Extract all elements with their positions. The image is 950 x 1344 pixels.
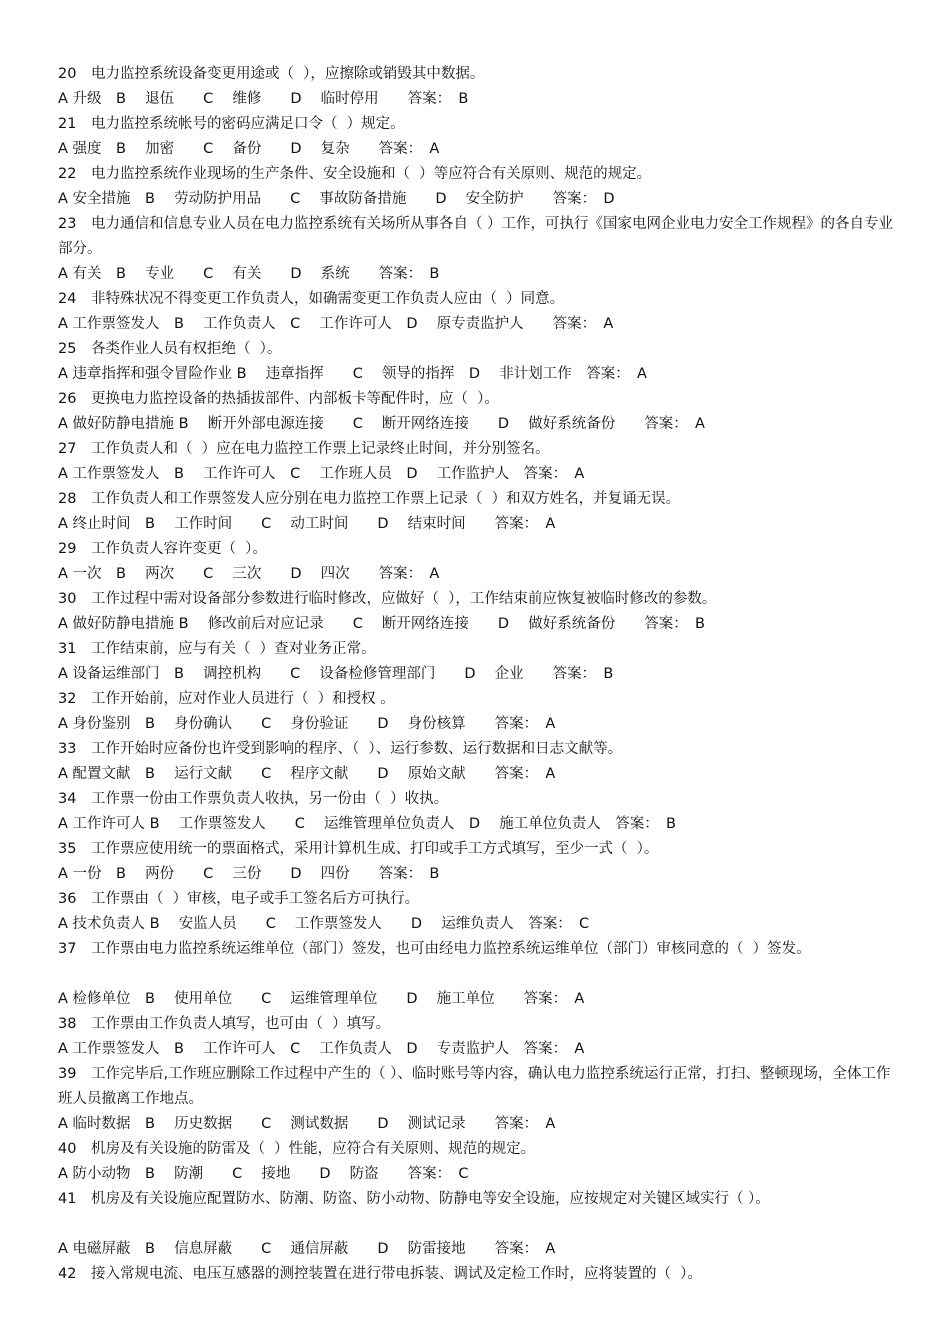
- question-text: 24 非特殊状况不得变更工作负责人，如确需变更工作负责人应由（ ）同意。: [58, 291, 565, 307]
- answer-options: A 终止时间 B 工作时间 C 动工时间 D 结束时间 答案： A: [58, 516, 556, 532]
- answer-options: A 工作票签发人 B 工作许可人 C 工作班人员 D 工作监护人 答案： A: [58, 466, 585, 482]
- answer-options: A 配置文献 B 运行文献 C 程序文献 D 原始文献 答案： A: [58, 766, 556, 782]
- question-text: 39 工作完毕后,工作班应删除工作过程中产生的（ ）、临时账号等内容，确认电力监控系统运行正常，打扫、整顿现场，全体工作班人员撤离工作地点。: [58, 1066, 891, 1107]
- question-text: 35 工作票应使用统一的票面格式，采用计算机生成、打印或手工方式填写，至少一式（ ）。: [58, 841, 659, 857]
- question-text: 33 工作开始时应备份也许受到影响的程序、（ ）、运行参数、运行数据和日志文献等。: [58, 741, 623, 757]
- question-text: 40 机房及有关设施的防雷及（ ）性能，应符合有关原则、规范的规定。: [58, 1141, 536, 1157]
- question-text: 34 工作票一份由工作票负责人收执，另一份由（ ）收执。: [58, 791, 449, 807]
- question-text: 38 工作票由工作负责人填写，也可由（ ）填写。: [58, 1016, 391, 1032]
- answer-options: A 临时数据 B 历史数据 C 测试数据 D 测试记录 答案： A: [58, 1116, 556, 1132]
- answer-options: A 做好防静电措施 B 断开外部电源连接 C 断开网络连接 D 做好系统备份 答案： A: [58, 416, 705, 432]
- question-text: 21 电力监控系统帐号的密码应满足口令（ ）规定。: [58, 116, 405, 132]
- question-text: 22 电力监控系统作业现场的生产条件、安全设施和（ ）等应符合有关原则、规范的规定。: [58, 166, 652, 182]
- answer-options: A 强度 B 加密 C 备份 D 复杂 答案： A: [58, 141, 440, 157]
- answer-options: A 安全措施 B 劳动防护用品 C 事故防备措施 D 安全防护 答案： D: [58, 191, 615, 207]
- answer-options: A 防小动物 B 防潮 C 接地 D 防盗 答案： C: [58, 1166, 469, 1182]
- question-text: 25 各类作业人员有权拒绝（ ）。: [58, 341, 282, 357]
- answer-options: A 一份 B 两份 C 三份 D 四份 答案： B: [58, 866, 440, 882]
- question-text: 28 工作负责人和工作票签发人应分别在电力监控工作票上记录（ ）和双方姓名，并复诵无误。: [58, 491, 681, 507]
- answer-options: A 工作许可人 B 工作票签发人 C 运维管理单位负责人 D 施工单位负责人 答案： B: [58, 816, 676, 832]
- question-text: 32 工作开始前，应对作业人员进行（ ）和授权 。: [58, 691, 395, 707]
- question-text: 31 工作结束前，应与有关（ ）查对业务正常。: [58, 641, 376, 657]
- question-text: 42 接入常规电流、电压互感器的测控装置在进行带电拆装、调试及定检工作时，应将装置的（ ）。: [58, 1266, 702, 1282]
- answer-options: A 违章指挥和强令冒险作业 B 违章指挥 C 领导的指挥 D 非计划工作 答案： A: [58, 366, 647, 382]
- question-text: 29 工作负责人容许变更（ ）。: [58, 541, 267, 557]
- question-text: 30 工作过程中需对设备部分参数进行临时修改，应做好（ ），工作结束前应恢复被临时修改的参数。: [58, 591, 717, 607]
- question-text: 20 电力监控系统设备变更用途或（ ），应擦除或销毁其中数据。: [58, 66, 485, 82]
- answer-options: A 工作票签发人 B 工作许可人 C 工作负责人 D 专责监护人 答案： A: [58, 1041, 585, 1057]
- question-text: 23 电力通信和信息专业人员在电力监控系统有关场所从事各自（ ）工作，可执行《国家电网企业电力安全工作规程》的各自专业部分。: [58, 216, 894, 257]
- answer-options: A 设备运维部门 B 调控机构 C 设备检修管理部门 D 企业 答案： B: [58, 666, 614, 682]
- answer-options: A 身份鉴别 B 身份确认 C 身份验证 D 身份核算 答案： A: [58, 716, 556, 732]
- answer-options: A 有关 B 专业 C 有关 D 系统 答案： B: [58, 266, 440, 282]
- answer-options: A 做好防静电措施 B 修改前后对应记录 C 断开网络连接 D 做好系统备份 答案： B: [58, 616, 705, 632]
- answer-options: A 检修单位 B 使用单位 C 运维管理单位 D 施工单位 答案： A: [58, 991, 585, 1007]
- answer-options: A 电磁屏蔽 B 信息屏蔽 C 通信屏蔽 D 防雷接地 答案： A: [58, 1241, 556, 1257]
- answer-options: A 技术负责人 B 安监人员 C 工作票签发人 D 运维负责人 答案： C: [58, 916, 590, 932]
- question-text: 26 更换电力监控设备的热插拔部件、内部板卡等配件时，应（ ）。: [58, 391, 499, 407]
- answer-options: A 工作票签发人 B 工作负责人 C 工作许可人 D 原专责监护人 答案： A: [58, 316, 614, 332]
- question-text: 27 工作负责人和（ ）应在电力监控工作票上记录终止时间，并分别签名。: [58, 441, 550, 457]
- answer-options: A 升级 B 退伍 C 维修 D 临时停用 答案： B: [58, 91, 469, 107]
- question-text: 41 机房及有关设施应配置防水、防潮、防盗、防小动物、防静电等安全设施，应按规定对关键区域实行（ ）。: [58, 1191, 770, 1207]
- question-text: 37 工作票由电力监控系统运维单位（部门）签发，也可由经电力监控系统运维单位（部门）审核同意的（ ）签发。: [58, 941, 811, 957]
- question-text: 36 工作票由（ ）审核，电子或手工签名后方可执行。: [58, 891, 420, 907]
- answer-options: A 一次 B 两次 C 三次 D 四次 答案： A: [58, 566, 440, 582]
